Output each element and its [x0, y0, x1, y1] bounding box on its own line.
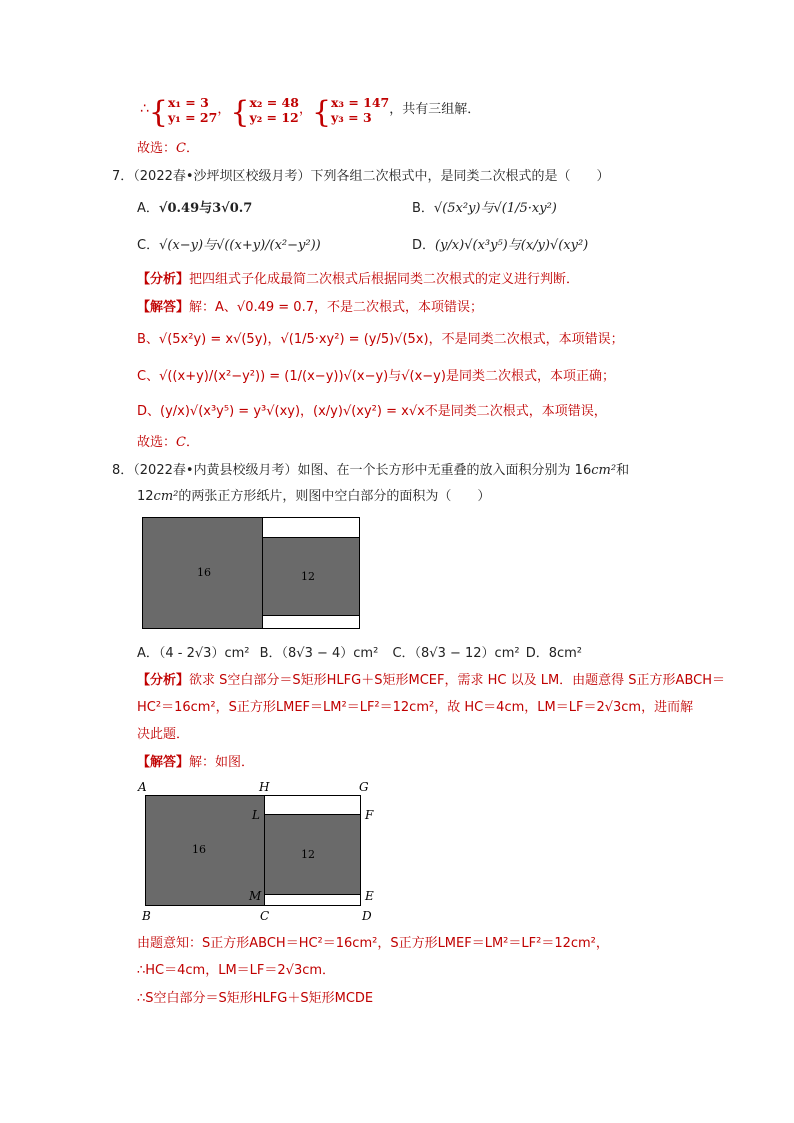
question-source: （2022春•内黄县校级月考）: [133, 463, 298, 478]
brace: {: [311, 95, 332, 130]
point-d: D: [362, 909, 372, 923]
point-f: F: [365, 808, 374, 822]
q8-step-2: ∴HC＝4cm，LM＝LF＝2√3cm．: [137, 963, 336, 978]
solution-count-text: ，共有三组解．: [389, 102, 481, 117]
option-b-formula: √(5x²y)与√(1/5·xy²): [433, 201, 557, 216]
answer-tag: 【解答】: [137, 300, 190, 315]
question-8-stem-2: 12cm²的两张正方形纸片，则图中空白部分的面积为（ ）: [137, 489, 491, 504]
analysis-text: 把四组式子化成最简二次根式后根据同类二次根式的定义进行判断．: [189, 272, 580, 287]
point-m: M: [249, 889, 262, 903]
point-c: C: [260, 909, 270, 923]
label-16: 16: [192, 843, 206, 856]
point-h: H: [259, 780, 270, 794]
solution-set-3: x₃ = 147 y₃ = 3: [331, 94, 390, 125]
label-12: 12: [301, 570, 315, 583]
q8-analysis-2: HC²＝16cm²，S正方形LMEF＝LM²＝LF²＝12cm²，故 HC＝4cm，LM＝LF＝2√3cm，进而解: [137, 700, 694, 715]
option-c: C．（8√3 − 12）cm²: [392, 646, 520, 661]
therefore-symbol: ∴: [140, 101, 149, 117]
choose-answer: C: [176, 141, 186, 156]
question-number: 7．: [112, 169, 134, 184]
q7-option-d: D．(y/x)√(x³y⁵)与(x/y)√(xy²): [412, 238, 589, 253]
figure-1: [142, 517, 362, 631]
analysis-tag: 【分析】: [137, 673, 190, 688]
solution-set-1: x₁ = 3 y₁ = 27: [168, 94, 218, 125]
answer-line-c: C、√((x+y)/(x²−y²)) = (1/(x−y))√(x−y)与√(x−y)是同类二次根式，本项正确；: [137, 369, 615, 384]
answer-line-a: A、√0.49 = 0.7，不是二次根式，本项错误；: [215, 300, 483, 315]
answer-tag: 【解答】: [137, 755, 190, 770]
brace: {: [148, 95, 169, 130]
q7-analysis: [137, 271, 579, 289]
q7-answer-c: [137, 368, 615, 386]
q8-step-3: ∴S空白部分＝S矩形HLFG＋S矩形MCDE: [137, 991, 374, 1006]
option-d-formula: (y/x)√(x³y⁵)与(x/y)√(xy²): [435, 238, 589, 253]
q8-analysis-1: 【分析】欲求 S空白部分＝S矩形HLFG＋S矩形MCEF，需求 HC 以及 LM．由题意得 S正方形ABCH＝: [137, 673, 725, 688]
point-a: A: [138, 780, 147, 794]
answer-line-d: D、(y/x)√(x³y⁵) = y³√(xy)，(x/y)√(xy²) = x√x不是同类二次根式，本项错误，: [137, 404, 607, 419]
q7-option-c: C．√(x−y)与√((x+y)/(x²−y²)): [137, 238, 321, 253]
solution-sets-line: ∴{ x₁ = 3 y₁ = 27 ，{ x₂ = 48 y₂ = 12 ，{ x₃ = 147 y₃ = 3 ，共有三组解．: [140, 94, 481, 130]
brace: {: [230, 95, 250, 130]
answer-line-b: B、√(5x²y) = x√(5y)，√(1/5·xy²) = (y/5)√(5x)，不是同类二次根式，本项错误；: [137, 332, 624, 347]
q7-answer-b: [137, 331, 624, 349]
question-number: 8．: [112, 463, 134, 478]
question-text: 下列各组二次根式中，是同类二次根式的是（ ）: [310, 169, 610, 184]
q8-options: [137, 645, 582, 663]
choose-answer: C: [176, 435, 186, 450]
figure-2: [135, 778, 385, 924]
question-source: （2022春•沙坪坝区校级月考）: [133, 169, 311, 184]
option-a-formula: √0.49与3√0.7: [158, 201, 253, 216]
q8-answer-intro: 【解答】解：如图．: [137, 755, 255, 770]
question-7-stem: [112, 168, 610, 186]
point-l: L: [252, 808, 260, 822]
q7-option-a: A．√0.49与3√0.7: [137, 201, 253, 216]
analysis-tag: 【分析】: [137, 272, 190, 287]
q8-analysis-3: 决此题．: [137, 727, 190, 742]
point-g: G: [359, 780, 369, 794]
q7-option-b: B．√(5x²y)与√(1/5·xy²): [412, 201, 557, 216]
q8-step-1: 由题意知：S正方形ABCH＝HC²＝16cm²，S正方形LMEF＝LM²＝LF²＝12cm²，: [137, 936, 609, 951]
option-a: A．（4 - 2√3）cm²: [137, 646, 250, 661]
solution-set-2: x₂ = 48 y₂ = 12: [249, 94, 299, 125]
question-8-stem-1: 8．（2022春•内黄县校级月考）如图、在一个长方形中无重叠的放入面积分别为 16cm²和: [112, 463, 630, 478]
choose-line-top: 故选：C．: [137, 141, 199, 156]
option-b: B．（8√3 − 4）cm²: [259, 646, 379, 661]
option-d: D．8cm²: [525, 646, 583, 661]
q7-answer-d: [137, 403, 607, 421]
point-e: E: [365, 889, 374, 903]
q7-choose: 故选：C．: [137, 435, 199, 450]
q7-answer-a: 【解答】解：A、√0.49 = 0.7，不是二次根式，本项错误；: [137, 300, 483, 315]
option-c-formula: √(x−y)与√((x+y)/(x²−y²)): [159, 238, 321, 253]
label-12: 12: [301, 848, 315, 861]
label-16: 16: [197, 566, 211, 579]
point-b: B: [142, 909, 151, 923]
